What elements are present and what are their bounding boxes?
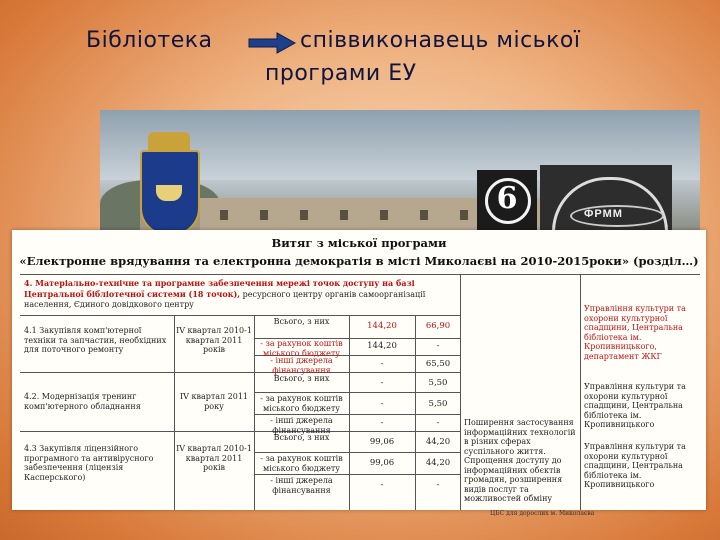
row1-2010-budget: 144,20 (367, 341, 397, 351)
row2-2010-budget: - (380, 399, 384, 409)
row2-2011-budget: 5,50 (428, 399, 448, 409)
coat-of-arms-ship (156, 185, 182, 201)
row2-src-budget: - за рахунок коштів міського бюджету (260, 394, 343, 413)
row3-src-other: - інші джерела фінансування (270, 476, 333, 495)
row1-src-total: Всього, з них (273, 317, 330, 326)
row1-2011-total: 66,90 (425, 321, 451, 331)
row2-task: 4.2. Модернізація тренинг комп'ютерного обладнання (24, 392, 141, 411)
row3-executor: Управління культури та охорони культурної спадщини, Центральна бібліотека ім. Кропивницького (584, 442, 686, 489)
expected-result: Поширення застосування інформаційних технологій в різних сферах суспільного життя. Спрощення доступу до інформаційних обєктів громадян, розширення видів послуг та можливостей обміну (464, 418, 576, 503)
doc-heading: Витяг з міської програми (271, 236, 447, 250)
row1-task: 4.1 Закупівля комп'ютерної техніки та запчастин, необхідних для поточного ремонту (24, 326, 167, 354)
title-library: Бібліотека (86, 28, 213, 53)
row2-2010-total: - (380, 378, 384, 388)
row3-2011-total: 44,20 (425, 437, 451, 447)
doc-footer: ЦБС для дорослих м. Миколаєва (490, 510, 595, 517)
row3-2010-total: 99,06 (369, 437, 395, 447)
row3-task: 4.3 Закупівля ліцензійного програмного та антивірусного забезпечення (ліцензія Касперського) (24, 444, 154, 482)
coat-of-arms-crown (148, 132, 190, 152)
frmm-logo-icon (540, 165, 672, 230)
title-coexecutor: співвиконавець міської (300, 28, 581, 53)
program-excerpt (12, 230, 706, 510)
section-4-title (24, 278, 474, 310)
row2-term: IV квартал 2011 року (179, 392, 249, 411)
row3-2011-budget: 44,20 (425, 458, 451, 468)
row3-2011-other: - (436, 480, 440, 490)
row1-term: IV квартал 2010-1 квартал 2011 років (176, 326, 252, 354)
row2-2011-total: 5,50 (428, 378, 448, 388)
row1-src-budget: - за рахунок коштів міського бюджету (260, 339, 343, 358)
row3-src-budget: - за рахунок коштів міського бюджету (260, 454, 343, 473)
row2-2010-other: - (380, 418, 384, 428)
arrow-right-icon (247, 32, 297, 54)
library-logo-icon: 6 (477, 170, 537, 230)
row3-2010-other: - (380, 480, 384, 490)
row1-executor: Управління культури та охорони культурної спадщини, Центральна бібліотека ім. Кропивницького, департамент ЖКГ (584, 304, 686, 361)
row2-2011-other: - (436, 418, 440, 428)
row2-src-total: Всього, з них (273, 374, 330, 383)
row1-2010-other: - (380, 359, 384, 369)
row1-2011-budget: - (436, 341, 440, 351)
row3-src-total: Всього, з них (273, 433, 330, 442)
row1-2011-other: 65,50 (425, 359, 451, 369)
doc-subheading: «Електронне врядування та електронна демократія в місті Миколаєві на 2010-2015роки» (розділ…) (19, 254, 699, 268)
title-program: програми ЕУ (265, 61, 417, 86)
row3-2010-budget: 99,06 (369, 458, 395, 468)
section-4-rest: ресурсного центру органів самоорганізації населення, Єдиного довідкового центру (24, 290, 426, 309)
row2-executor: Управління культури та охорони культурної спадщини, Центральна бібліотека ім. Кропивницького (584, 382, 686, 429)
section-4-red: 4. Матеріально-технічне та програмне забезпечення мережі точок доступу на базі Центральної бібліотечної системи (18 точок), (24, 278, 415, 299)
row1-src-other: - інші джерела фінансування (270, 356, 333, 375)
frmm-logo-text: ФРММ (584, 208, 623, 220)
row3-term: IV квартал 2010-1 квартал 2011 років (176, 444, 252, 472)
row2-src-other: - інші джерела фінансування (270, 416, 333, 435)
row1-2010-total: 144,20 (367, 321, 397, 331)
